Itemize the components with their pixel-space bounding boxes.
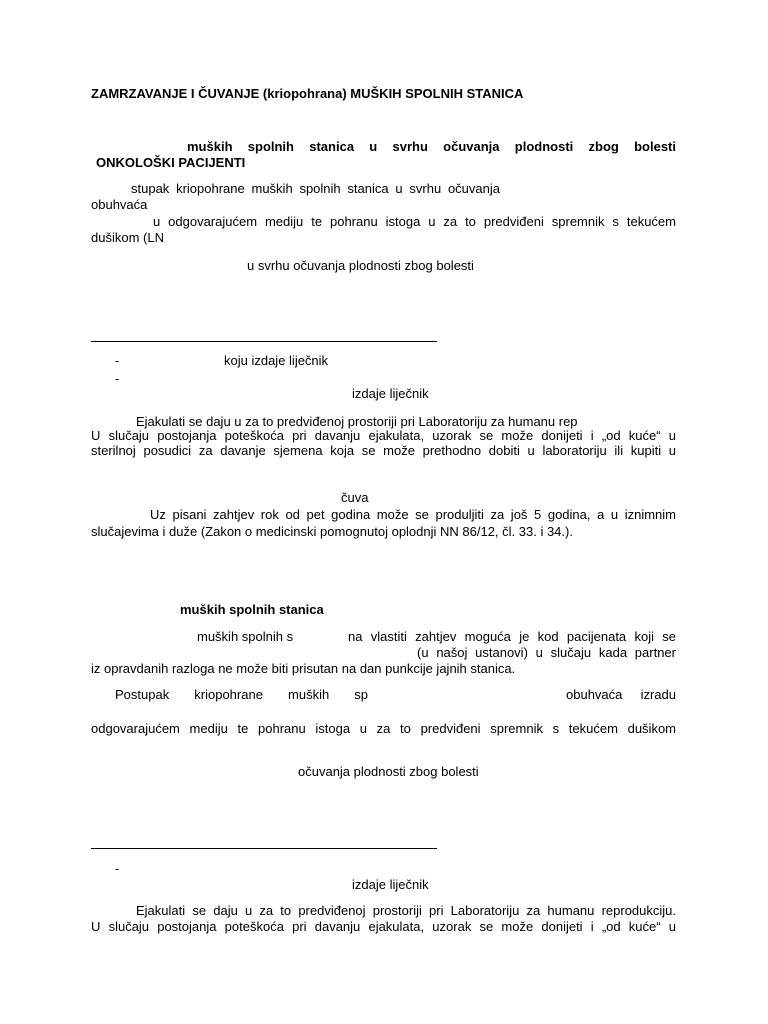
- section1-bullet2-text: izdaje liječnik: [352, 386, 429, 401]
- section2-bullet-text: izdaje liječnik: [352, 877, 429, 892]
- section1-para5-line1: Uz pisani zahtjev rok od pet godina može se produljiti za još 5 godina, a u iznimnim: [150, 507, 676, 522]
- section2-para1-line3: iz opravdanih razloga ne može biti prisutan na dan punkcije jajnih stanica.: [91, 661, 516, 676]
- section2-divider: [91, 848, 437, 849]
- section1-para1-line1: stupak kriopohrane muških spolnih stanica u svrhu očuvanja: [131, 181, 500, 196]
- section1-subheading: ONKOLOŠKI PACIJENTI: [96, 155, 246, 170]
- section2-para4-line1: Ejakulati se daju u za to predviđenoj prostoriji pri Laboratoriju za humanu reprodukciju.: [136, 903, 676, 918]
- section2-heading: muških spolnih stanica: [180, 602, 324, 617]
- section1-para3-line1: Ejakulati se daju u za to predviđenoj prostoriji pri Laboratoriju za humanu rep: [136, 414, 578, 429]
- section1-para4: čuva: [341, 490, 369, 505]
- section1-para2: u svrhu očuvanja plodnosti zbog bolesti: [247, 258, 474, 273]
- section1-para5-line2: slučajevima i duže (Zakon o medicinski pomognutoj oplodnji NN 86/12, čl. 33. i 34.).: [91, 524, 573, 539]
- section2-para1-line2: (u našoj ustanovi) u slučaju kada partner: [417, 645, 676, 660]
- section2-para4-line2: U slučaju postojanja poteškoća pri davanju ejakulata, uzorak se može donijeti i „od kuće“ u: [91, 919, 676, 934]
- section2-bullet-dash: -: [115, 861, 120, 876]
- section1-para1-line4: dušikom (LN: [91, 230, 164, 245]
- section1-para1-line2: obuhvaća: [91, 197, 148, 212]
- section1-para1-line3: u odgovarajućem mediju te pohranu istoga u za to predviđeni spremnik s tekućem: [153, 214, 676, 229]
- section1-bullet1-text: koju izdaje liječnik: [224, 353, 329, 368]
- section1-para3-line2: U slučaju postojanja poteškoća pri davanju ejakulata, uzorak se može donijeti i „od kuće“ u: [91, 428, 676, 443]
- section1-heading: muških spolnih stanica u svrhu očuvanja plodnosti zbog bolesti: [187, 139, 676, 154]
- document-title: ZAMRZAVANJE I ČUVANJE (kriopohrana) MUŠKIH SPOLNIH STANICA: [91, 86, 524, 101]
- section2-para1-line1a: muških spolnih s: [197, 629, 294, 644]
- section2-para3: očuvanja plodnosti zbog bolesti: [298, 764, 479, 779]
- section2-para2-line2: odgovarajućem mediju te pohranu istoga u za to predviđeni spremnik s tekućem dušikom: [91, 721, 676, 736]
- section1-divider: [91, 341, 437, 342]
- section2-para2-line1b: obuhvaća izradu: [566, 687, 676, 702]
- section1-para3-line3: sterilnoj posudici za davanje sjemena koja se može prethodno dobiti u laboratoriju ili kupiti u: [91, 443, 676, 458]
- section2-para2-line1a: Postupak kriopohrane muških sp: [115, 687, 368, 702]
- section1-bullet1-dash: -: [115, 353, 120, 368]
- section2-para1-line1b: na vlastiti zahtjev moguća je kod pacijenata koji se: [348, 629, 676, 644]
- section1-bullet2-dash: -: [115, 371, 120, 386]
